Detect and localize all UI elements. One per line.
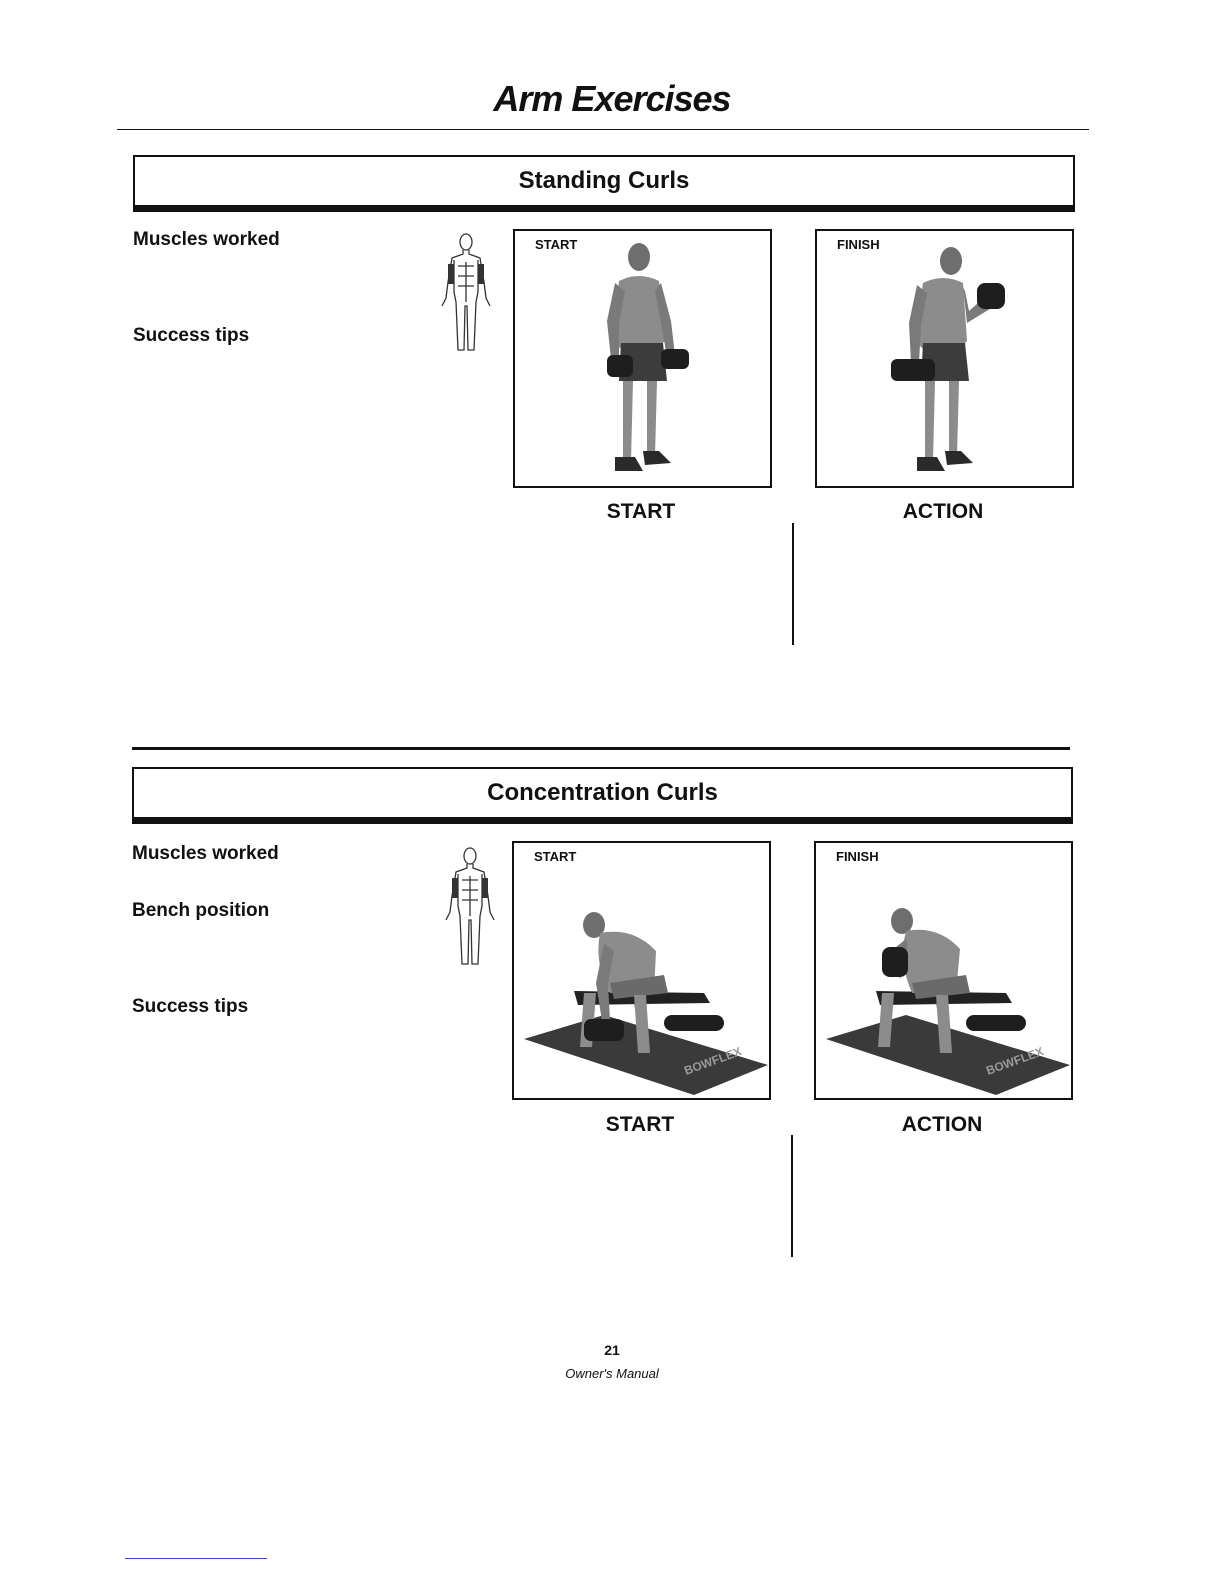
mat-brand-text: BOWFLEX <box>682 1044 744 1078</box>
photo-caption: START <box>605 1113 675 1136</box>
photo-tag: START <box>534 849 577 864</box>
photo-caption: ACTION <box>902 500 984 523</box>
photo-tag: FINISH <box>836 849 879 864</box>
photo-caption: ACTION <box>901 1113 983 1136</box>
page-title: Arm Exercises <box>493 78 731 119</box>
section-rule <box>132 747 1070 750</box>
label-success-tips: Success tips <box>132 996 249 1017</box>
photo-tag: FINISH <box>837 237 880 252</box>
standing-curl-start-photo <box>513 229 772 488</box>
column-divider <box>791 1135 793 1257</box>
photo-caption: START <box>606 500 676 523</box>
exercise-title: Concentration Curls <box>487 779 718 806</box>
concentration-curl-start-photo <box>512 841 771 1100</box>
title-rule <box>117 129 1089 130</box>
mat-brand-text: BOWFLEX <box>984 1044 1046 1078</box>
label-bench-position: Bench position <box>132 900 270 921</box>
muscle-diagram-icon <box>440 846 500 968</box>
column-divider <box>792 523 794 645</box>
photo-tag: START <box>535 237 578 252</box>
label-muscles-worked: Muscles worked <box>132 843 279 864</box>
muscle-diagram-icon <box>436 232 496 354</box>
concentration-curl-finish-photo <box>814 841 1073 1100</box>
standing-curl-finish-photo <box>815 229 1074 488</box>
page-number: 21 <box>604 1342 620 1358</box>
label-muscles-worked: Muscles worked <box>133 229 280 250</box>
exercise-title: Standing Curls <box>518 167 690 194</box>
label-success-tips: Success tips <box>133 325 250 346</box>
exercise-header-standing-curls <box>133 155 1075 212</box>
link-underline[interactable] <box>125 1558 267 1559</box>
footer-note: Owner's Manual <box>565 1366 659 1381</box>
exercise-header-concentration-curls <box>132 767 1073 824</box>
